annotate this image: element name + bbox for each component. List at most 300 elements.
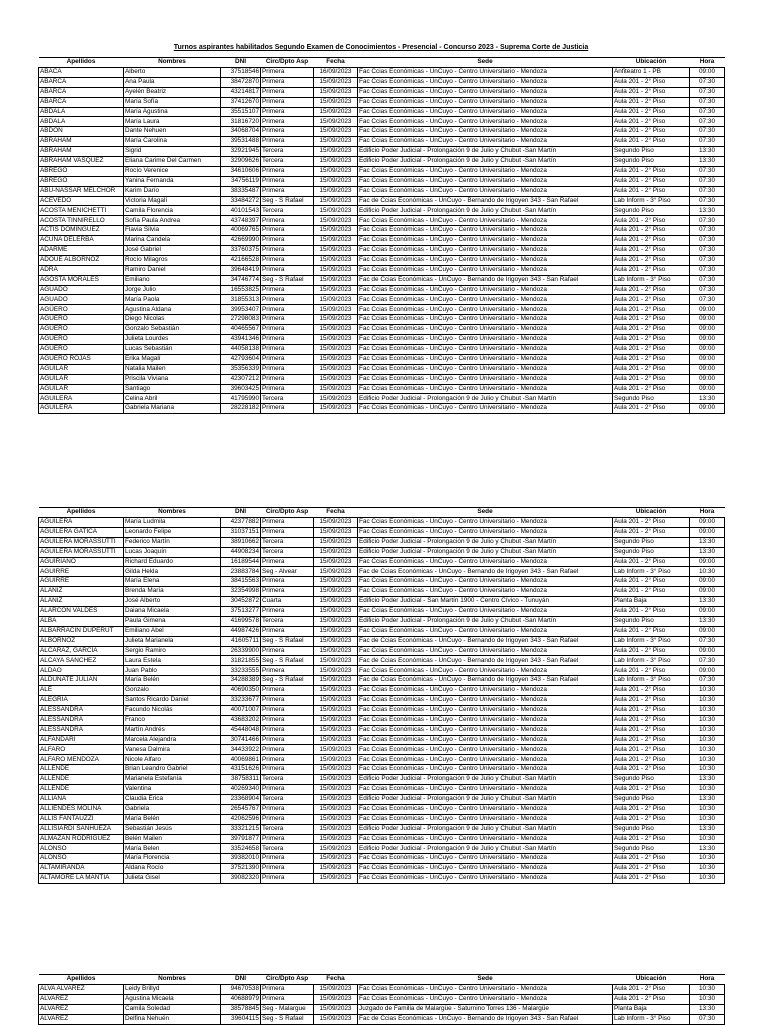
column-header-date: Fecha bbox=[314, 508, 358, 518]
venue-cell: Fac Ccias Económicas - UnCuyo - Centro Universitario - Mendoza bbox=[358, 68, 613, 78]
date-cell: 15/09/2023 bbox=[314, 725, 358, 735]
time-cell: 10:30 bbox=[690, 834, 725, 844]
first-name-cell: Sigrid bbox=[124, 147, 221, 157]
time-cell: 10:30 bbox=[690, 567, 725, 577]
table-row bbox=[39, 1004, 725, 1014]
surname-cell: ALEGRIA bbox=[39, 696, 124, 706]
location-cell: Aula 201 - 2° Piso bbox=[613, 854, 690, 864]
surname-cell: ALMAZAN RODRÍGUEZ bbox=[39, 834, 124, 844]
surname-cell: AGUIRRE bbox=[39, 577, 124, 587]
time-cell: 10:30 bbox=[690, 696, 725, 706]
location-cell: Aula 201 - 2° Piso bbox=[613, 755, 690, 765]
first-name-cell: Aldana Rocío bbox=[124, 864, 221, 874]
location-cell: Aula 201 - 2° Piso bbox=[613, 117, 690, 127]
first-name-cell: Emiliano Abel bbox=[124, 626, 221, 636]
first-name-cell: Federico Martín bbox=[124, 537, 221, 547]
table-row bbox=[39, 755, 725, 765]
surname-cell: AGUILAR bbox=[39, 374, 124, 384]
date-cell: 15/09/2023 bbox=[314, 384, 358, 394]
table-row bbox=[39, 676, 725, 686]
dni-cell: 40465567 bbox=[221, 325, 261, 335]
table-row bbox=[39, 985, 725, 995]
first-name-cell: Nicole Alfaro bbox=[124, 755, 221, 765]
first-name-cell: Facundo Nicolás bbox=[124, 705, 221, 715]
circ-dpto-cell: Primera bbox=[261, 518, 314, 528]
date-cell: 15/09/2023 bbox=[314, 696, 358, 706]
circ-dpto-cell: Primera bbox=[261, 255, 314, 265]
surname-cell: ALTAMIRANDA bbox=[39, 864, 124, 874]
venue-cell: Fac Ccias Económicas - UnCuyo - Centro Universitario - Mendoza bbox=[358, 587, 613, 597]
circ-dpto-cell: Primera bbox=[261, 804, 314, 814]
surname-cell: AGUILERA bbox=[39, 518, 124, 528]
dni-cell: 43683202 bbox=[221, 715, 261, 725]
first-name-cell: Agustina Aldana bbox=[124, 305, 221, 315]
first-name-cell: José Alberto bbox=[124, 597, 221, 607]
first-name-cell: Ayelén Beatriz bbox=[124, 87, 221, 97]
first-name-cell: Santos Ricardo Daniel bbox=[124, 696, 221, 706]
table-row bbox=[39, 97, 725, 107]
dni-cell: 42793604 bbox=[221, 354, 261, 364]
location-cell: Aula 201 - 2° Piso bbox=[613, 518, 690, 528]
time-cell: 07:30 bbox=[690, 246, 725, 256]
dni-cell: 40101543 bbox=[221, 206, 261, 216]
venue-cell: Fac Ccias Económicas - UnCuyo - Centro Universitario - Mendoza bbox=[358, 344, 613, 354]
location-cell: Lab Inform - 3° Piso bbox=[613, 275, 690, 285]
location-cell: Aula 201 - 2° Piso bbox=[613, 874, 690, 884]
dni-cell: 40069765 bbox=[221, 226, 261, 236]
circ-dpto-cell: Primera bbox=[261, 285, 314, 295]
first-name-cell: Eliana Carime Del Carmen bbox=[124, 157, 221, 167]
dni-cell: 38472870 bbox=[221, 77, 261, 87]
table-row bbox=[39, 745, 725, 755]
dni-cell: 34288389 bbox=[221, 676, 261, 686]
location-cell: Aula 201 - 2° Piso bbox=[613, 785, 690, 795]
table-row bbox=[39, 216, 725, 226]
dni-cell: 33321215 bbox=[221, 824, 261, 834]
table-row bbox=[39, 874, 725, 884]
venue-cell: Fac Ccias Económicas - UnCuyo - Centro Universitario - Mendoza bbox=[358, 97, 613, 107]
time-cell: 09:00 bbox=[690, 384, 725, 394]
dni-cell: 34746774 bbox=[221, 275, 261, 285]
first-name-cell: Juan Pablo bbox=[124, 666, 221, 676]
dni-cell: 39604115 bbox=[221, 1014, 261, 1024]
location-cell: Aula 201 - 2° Piso bbox=[613, 285, 690, 295]
surname-cell: ALBORNOZ bbox=[39, 636, 124, 646]
surname-cell: ABDÓN bbox=[39, 127, 124, 137]
date-cell: 15/09/2023 bbox=[314, 107, 358, 117]
venue-cell: Fac Ccias Económicas - UnCuyo - Centro Universitario - Mendoza bbox=[358, 315, 613, 325]
dni-cell: 34068704 bbox=[221, 127, 261, 137]
first-name-cell: Diego Nicolas bbox=[124, 315, 221, 325]
dni-cell: 35356339 bbox=[221, 364, 261, 374]
location-cell: Aula 201 - 2° Piso bbox=[613, 186, 690, 196]
first-name-cell: Claudia Erica bbox=[124, 794, 221, 804]
dni-cell: 39382010 bbox=[221, 854, 261, 864]
venue-cell: Edificio Poder Judicial - Prolongación 9 de Julio y Chubut -San Martín bbox=[358, 537, 613, 547]
first-name-cell: María Sofía bbox=[124, 97, 221, 107]
location-cell: Aula 201 - 2° Piso bbox=[613, 527, 690, 537]
first-name-cell: Dante Nehuen bbox=[124, 127, 221, 137]
circ-dpto-cell: Primera bbox=[261, 354, 314, 364]
venue-cell: Fac Ccias Económicas - UnCuyo - Centro Universitario - Mendoza bbox=[358, 186, 613, 196]
table-row bbox=[39, 285, 725, 295]
time-cell: 07:30 bbox=[690, 636, 725, 646]
table-row bbox=[39, 186, 725, 196]
circ-dpto-cell: Primera bbox=[261, 696, 314, 706]
circ-dpto-cell: Tercera bbox=[261, 157, 314, 167]
venue-cell: Fac Ccias Económicas - UnCuyo - Centro Universitario - Mendoza bbox=[358, 216, 613, 226]
venue-cell: Fac Ccias Económicas - UnCuyo - Centro Universitario - Mendoza bbox=[358, 607, 613, 617]
location-cell: Aula 201 - 2° Piso bbox=[613, 344, 690, 354]
first-name-cell: Gilda Hekla bbox=[124, 567, 221, 577]
first-name-cell: Camila Soledad bbox=[124, 1004, 221, 1014]
circ-dpto-cell: Primera bbox=[261, 226, 314, 236]
dni-cell: 42669990 bbox=[221, 236, 261, 246]
date-cell: 15/09/2023 bbox=[314, 518, 358, 528]
circ-dpto-cell: Primera bbox=[261, 97, 314, 107]
time-cell: 07:30 bbox=[690, 186, 725, 196]
time-cell: 13:30 bbox=[690, 147, 725, 157]
surname-cell: ABDALA bbox=[39, 107, 124, 117]
dni-cell: 32921945 bbox=[221, 147, 261, 157]
surname-cell: AGÜERO ROJAS bbox=[39, 354, 124, 364]
location-cell: Segundo Piso bbox=[613, 147, 690, 157]
column-header-circ-dpto: Circ/Dpto Asp bbox=[261, 508, 314, 518]
first-name-cell: Julieta Gisel bbox=[124, 874, 221, 884]
location-cell: Aula 201 - 2° Piso bbox=[613, 236, 690, 246]
venue-cell: Fac de Ccias Económicas - UnCuyo - Bernando de Irigoyen 343 - San Rafael bbox=[358, 1014, 613, 1024]
location-cell: Aula 201 - 2° Piso bbox=[613, 626, 690, 636]
circ-dpto-cell: Primera bbox=[261, 305, 314, 315]
table-row bbox=[39, 404, 725, 414]
first-name-cell: Celina Abril bbox=[124, 394, 221, 404]
surname-cell: ABREGO bbox=[39, 166, 124, 176]
column-header-venue: Sede bbox=[358, 58, 613, 68]
venue-cell: Fac Ccias Económicas - UnCuyo - Centro Universitario - Mendoza bbox=[358, 626, 613, 636]
date-cell: 15/09/2023 bbox=[314, 834, 358, 844]
first-name-cell: Julieta Lourdes bbox=[124, 335, 221, 345]
venue-cell: Fac Ccias Económicas - UnCuyo - Centro Universitario - Mendoza bbox=[358, 107, 613, 117]
dni-cell: 39953407 bbox=[221, 305, 261, 315]
venue-cell: Fac Ccias Económicas - UnCuyo - Centro Universitario - Mendoza bbox=[358, 255, 613, 265]
circ-dpto-cell: Primera bbox=[261, 176, 314, 186]
dni-cell: 42307212 bbox=[221, 374, 261, 384]
time-cell: 09:00 bbox=[690, 344, 725, 354]
date-cell: 15/09/2023 bbox=[314, 374, 358, 384]
table-row bbox=[39, 725, 725, 735]
first-name-cell: María Paola bbox=[124, 295, 221, 305]
venue-cell: Fac Ccias Económicas - UnCuyo - Centro Universitario - Mendoza bbox=[358, 696, 613, 706]
dni-cell: 23883784 bbox=[221, 567, 261, 577]
location-cell: Aula 201 - 2° Piso bbox=[613, 364, 690, 374]
dni-cell: 44908234 bbox=[221, 547, 261, 557]
venue-cell: Fac Ccias Económicas - UnCuyo - Centro Universitario - Mendoza bbox=[358, 755, 613, 765]
date-cell: 15/09/2023 bbox=[314, 686, 358, 696]
venue-cell: Fac de Ccias Económicas - UnCuyo - Bernando de Irigoyen 343 - San Rafael bbox=[358, 636, 613, 646]
time-cell: 07:30 bbox=[690, 1014, 725, 1024]
date-cell: 15/09/2023 bbox=[314, 157, 358, 167]
column-header-circ-dpto: Circ/Dpto Asp bbox=[261, 975, 314, 985]
venue-cell: Edificio Poder Judicial - Prolongación 9 de Julio y Chubut -San Martín bbox=[358, 775, 613, 785]
circ-dpto-cell: Primera bbox=[261, 384, 314, 394]
first-name-cell: María Ludmila bbox=[124, 518, 221, 528]
location-cell: Aula 201 - 2° Piso bbox=[613, 107, 690, 117]
location-cell: Segundo Piso bbox=[613, 206, 690, 216]
circ-dpto-cell: Primera bbox=[261, 236, 314, 246]
circ-dpto-cell: Primera bbox=[261, 834, 314, 844]
time-cell: 07:30 bbox=[690, 107, 725, 117]
first-name-cell: Leonardo Felipe bbox=[124, 527, 221, 537]
table-row bbox=[39, 246, 725, 256]
time-cell: 07:30 bbox=[690, 656, 725, 666]
dni-cell: 42062596 bbox=[221, 814, 261, 824]
first-name-cell: María Belén bbox=[124, 814, 221, 824]
circ-dpto-cell: Primera bbox=[261, 295, 314, 305]
circ-dpto-cell: Primera bbox=[261, 785, 314, 795]
dni-cell: 40069861 bbox=[221, 755, 261, 765]
location-cell: Aula 201 - 2° Piso bbox=[613, 765, 690, 775]
surname-cell: ADARME bbox=[39, 246, 124, 256]
location-cell: Segundo Piso bbox=[613, 157, 690, 167]
table-row bbox=[39, 206, 725, 216]
venue-cell: Fac de Ccias Económicas - UnCuyo - Bernando de Irigoyen 343 - San Rafael bbox=[358, 196, 613, 206]
date-cell: 15/09/2023 bbox=[314, 186, 358, 196]
table-row bbox=[39, 537, 725, 547]
first-name-cell: María Florencia bbox=[124, 854, 221, 864]
dni-cell: 38415563 bbox=[221, 577, 261, 587]
header-row bbox=[39, 508, 725, 518]
surname-cell: AGÜERO bbox=[39, 344, 124, 354]
circ-dpto-cell: Primera bbox=[261, 666, 314, 676]
time-cell: 09:00 bbox=[690, 325, 725, 335]
table-row bbox=[39, 157, 725, 167]
date-cell: 15/09/2023 bbox=[314, 285, 358, 295]
circ-dpto-cell: Primera bbox=[261, 87, 314, 97]
time-cell: 10:30 bbox=[690, 985, 725, 995]
circ-dpto-cell: Primera bbox=[261, 107, 314, 117]
circ-dpto-cell: Primera bbox=[261, 646, 314, 656]
column-header-location: Ubicación bbox=[613, 508, 690, 518]
location-cell: Segundo Piso bbox=[613, 775, 690, 785]
dni-cell: 38910662 bbox=[221, 537, 261, 547]
location-cell: Aula 201 - 2° Piso bbox=[613, 994, 690, 1004]
date-cell: 15/09/2023 bbox=[314, 404, 358, 414]
table-row bbox=[39, 315, 725, 325]
dni-cell: 31855313 bbox=[221, 295, 261, 305]
venue-cell: Fac Ccias Económicas - UnCuyo - Centro Universitario - Mendoza bbox=[358, 285, 613, 295]
surname-cell: AGÜERO bbox=[39, 335, 124, 345]
circ-dpto-cell: Tercera bbox=[261, 794, 314, 804]
surname-cell: ABRAHAM bbox=[39, 147, 124, 157]
time-cell: 07:30 bbox=[690, 77, 725, 87]
time-cell: 10:30 bbox=[690, 765, 725, 775]
circ-dpto-cell: Primera bbox=[261, 814, 314, 824]
time-cell: 07:30 bbox=[690, 265, 725, 275]
first-name-cell: Rocío Verenice bbox=[124, 166, 221, 176]
venue-cell: Fac Ccias Económicas - UnCuyo - Centro Universitario - Mendoza bbox=[358, 705, 613, 715]
time-cell: 13:30 bbox=[690, 844, 725, 854]
first-name-cell: María Laura bbox=[124, 117, 221, 127]
time-cell: 09:00 bbox=[690, 666, 725, 676]
column-header-circ-dpto: Circ/Dpto Asp bbox=[261, 58, 314, 68]
dni-cell: 33233555 bbox=[221, 666, 261, 676]
date-cell: 15/09/2023 bbox=[314, 666, 358, 676]
location-cell: Aula 201 - 2° Piso bbox=[613, 404, 690, 414]
circ-dpto-cell: Primera bbox=[261, 854, 314, 864]
venue-cell: Fac de Ccias Económicas - UnCuyo - Bernando de Irigoyen 343 - San Rafael bbox=[358, 275, 613, 285]
column-header-venue: Sede bbox=[358, 975, 613, 985]
surname-cell: ALFANDARI bbox=[39, 735, 124, 745]
table-row bbox=[39, 656, 725, 666]
table-row bbox=[39, 814, 725, 824]
surname-cell: ALLIS FANTAUZZI bbox=[39, 814, 124, 824]
circ-dpto-cell: Primera bbox=[261, 527, 314, 537]
location-cell: Aula 201 - 2° Piso bbox=[613, 166, 690, 176]
location-cell: Aula 201 - 2° Piso bbox=[613, 325, 690, 335]
time-cell: 13:30 bbox=[690, 616, 725, 626]
dni-cell: 34433922 bbox=[221, 745, 261, 755]
location-cell: Segundo Piso bbox=[613, 537, 690, 547]
table-row bbox=[39, 616, 725, 626]
location-cell: Aula 201 - 2° Piso bbox=[613, 335, 690, 345]
date-cell: 15/09/2023 bbox=[314, 824, 358, 834]
date-cell: 15/09/2023 bbox=[314, 636, 358, 646]
location-cell: Aula 201 - 2° Piso bbox=[613, 176, 690, 186]
surname-cell: AGUIRIANO bbox=[39, 557, 124, 567]
column-header-date: Fecha bbox=[314, 58, 358, 68]
table-row bbox=[39, 626, 725, 636]
table-row bbox=[39, 107, 725, 117]
table-row bbox=[39, 686, 725, 696]
surname-cell: AGÜERO bbox=[39, 315, 124, 325]
column-header-first-name: Nombres bbox=[124, 508, 221, 518]
column-header-first-name: Nombres bbox=[124, 58, 221, 68]
circ-dpto-cell: Tercera bbox=[261, 206, 314, 216]
column-header-surname: Apellidos bbox=[39, 508, 124, 518]
venue-cell: Fac Ccias Económicas - UnCuyo - Centro Universitario - Mendoza bbox=[358, 305, 613, 315]
dni-cell: 31821855 bbox=[221, 656, 261, 666]
venue-cell: Edificio Poder Judicial - Prolongación 9 de Julio y Chubut -San Martín bbox=[358, 147, 613, 157]
venue-cell: Fac Ccias Económicas - UnCuyo - Centro Universitario - Mendoza bbox=[358, 646, 613, 656]
dni-cell: 44058138 bbox=[221, 344, 261, 354]
circ-dpto-cell: Primera bbox=[261, 686, 314, 696]
dni-cell: 43748397 bbox=[221, 216, 261, 226]
venue-cell: Fac Ccias Económicas - UnCuyo - Centro Universitario - Mendoza bbox=[358, 745, 613, 755]
location-cell: Aula 201 - 2° Piso bbox=[613, 97, 690, 107]
location-cell: Aula 201 - 2° Piso bbox=[613, 705, 690, 715]
first-name-cell: Ramiro Daniel bbox=[124, 265, 221, 275]
time-cell: 13:30 bbox=[690, 206, 725, 216]
surname-cell: ALLENDE bbox=[39, 785, 124, 795]
time-cell: 07:30 bbox=[690, 295, 725, 305]
table-row bbox=[39, 394, 725, 404]
circ-dpto-cell: Seg - S Rafael bbox=[261, 275, 314, 285]
circ-dpto-cell: Seg - Alvear bbox=[261, 567, 314, 577]
venue-cell: Edificio Poder Judicial - Prolongación 9 de Julio y Chubut -San Martín bbox=[358, 206, 613, 216]
table-row bbox=[39, 166, 725, 176]
header-row bbox=[39, 975, 725, 985]
time-cell: 09:00 bbox=[690, 527, 725, 537]
venue-cell: Edificio Poder Judicial - Prolongación 9 de Julio y Chubut -San Martín bbox=[358, 824, 613, 834]
date-cell: 15/09/2023 bbox=[314, 147, 358, 157]
date-cell: 15/09/2023 bbox=[314, 1014, 358, 1024]
dni-cell: 45448048 bbox=[221, 725, 261, 735]
location-cell: Aula 201 - 2° Piso bbox=[613, 354, 690, 364]
location-cell: Segundo Piso bbox=[613, 844, 690, 854]
time-cell: 10:30 bbox=[690, 686, 725, 696]
dni-cell: 33233677 bbox=[221, 696, 261, 706]
surname-cell: ABDALA bbox=[39, 117, 124, 127]
date-cell: 15/09/2023 bbox=[314, 295, 358, 305]
surname-cell: ALONSO bbox=[39, 854, 124, 864]
date-cell: 15/09/2023 bbox=[314, 765, 358, 775]
circ-dpto-cell: Primera bbox=[261, 745, 314, 755]
surname-cell: ADOUE ALBORNOZ bbox=[39, 255, 124, 265]
time-cell: 07:30 bbox=[690, 255, 725, 265]
table-row bbox=[39, 577, 725, 587]
surname-cell: ALANIZ bbox=[39, 597, 124, 607]
date-cell: 15/09/2023 bbox=[314, 335, 358, 345]
circ-dpto-cell: Tercera bbox=[261, 824, 314, 834]
time-cell: 09:00 bbox=[690, 646, 725, 656]
first-name-cell: Emiliano bbox=[124, 275, 221, 285]
dni-cell: 39648419 bbox=[221, 265, 261, 275]
circ-dpto-cell: Tercera bbox=[261, 394, 314, 404]
table-row bbox=[39, 567, 725, 577]
location-cell: Aula 201 - 2° Piso bbox=[613, 985, 690, 995]
venue-cell: Fac Ccias Económicas - UnCuyo - Centro Universitario - Mendoza bbox=[358, 834, 613, 844]
date-cell: 15/09/2023 bbox=[314, 137, 358, 147]
date-cell: 15/09/2023 bbox=[314, 567, 358, 577]
circ-dpto-cell: Seg - S Rafael bbox=[261, 656, 314, 666]
location-cell: Aula 201 - 2° Piso bbox=[613, 646, 690, 656]
circ-dpto-cell: Primera bbox=[261, 715, 314, 725]
location-cell: Aula 201 - 2° Piso bbox=[613, 226, 690, 236]
time-cell: 07:30 bbox=[690, 97, 725, 107]
date-cell: 15/09/2023 bbox=[314, 804, 358, 814]
location-cell: Segundo Piso bbox=[613, 394, 690, 404]
date-cell: 15/09/2023 bbox=[314, 196, 358, 206]
dni-cell: 94670538 bbox=[221, 985, 261, 995]
venue-cell: Fac Ccias Económicas - UnCuyo - Centro Universitario - Mendoza bbox=[358, 77, 613, 87]
column-header-location: Ubicación bbox=[613, 58, 690, 68]
surname-cell: ALVAREZ bbox=[39, 1004, 124, 1014]
surname-cell: ALLISIARDI SANHUEZA bbox=[39, 824, 124, 834]
dni-cell: 38335487 bbox=[221, 186, 261, 196]
venue-cell: Fac Ccias Económicas - UnCuyo - Centro Universitario - Mendoza bbox=[358, 527, 613, 537]
dni-cell: 26545767 bbox=[221, 804, 261, 814]
first-name-cell: Gabriela bbox=[124, 804, 221, 814]
first-name-cell: Victoria Magalí bbox=[124, 196, 221, 206]
first-name-cell: Yanina Fernanda bbox=[124, 176, 221, 186]
location-cell: Aula 201 - 2° Piso bbox=[613, 255, 690, 265]
date-cell: 15/09/2023 bbox=[314, 176, 358, 186]
table-row bbox=[39, 864, 725, 874]
venue-cell: Fac Ccias Económicas - UnCuyo - Centro Universitario - Mendoza bbox=[358, 246, 613, 256]
time-cell: 13:30 bbox=[690, 547, 725, 557]
schedule-table bbox=[38, 507, 725, 884]
first-name-cell: Priscila Viviana bbox=[124, 374, 221, 384]
first-name-cell: Gonzalo bbox=[124, 686, 221, 696]
date-cell: 15/09/2023 bbox=[314, 844, 358, 854]
circ-dpto-cell: Primera bbox=[261, 127, 314, 137]
dni-cell: 26339900 bbox=[221, 646, 261, 656]
time-cell: 10:30 bbox=[690, 854, 725, 864]
first-name-cell: Leidy Brillyd bbox=[124, 985, 221, 995]
table-row bbox=[39, 597, 725, 607]
table-row bbox=[39, 834, 725, 844]
circ-dpto-cell: Primera bbox=[261, 705, 314, 715]
